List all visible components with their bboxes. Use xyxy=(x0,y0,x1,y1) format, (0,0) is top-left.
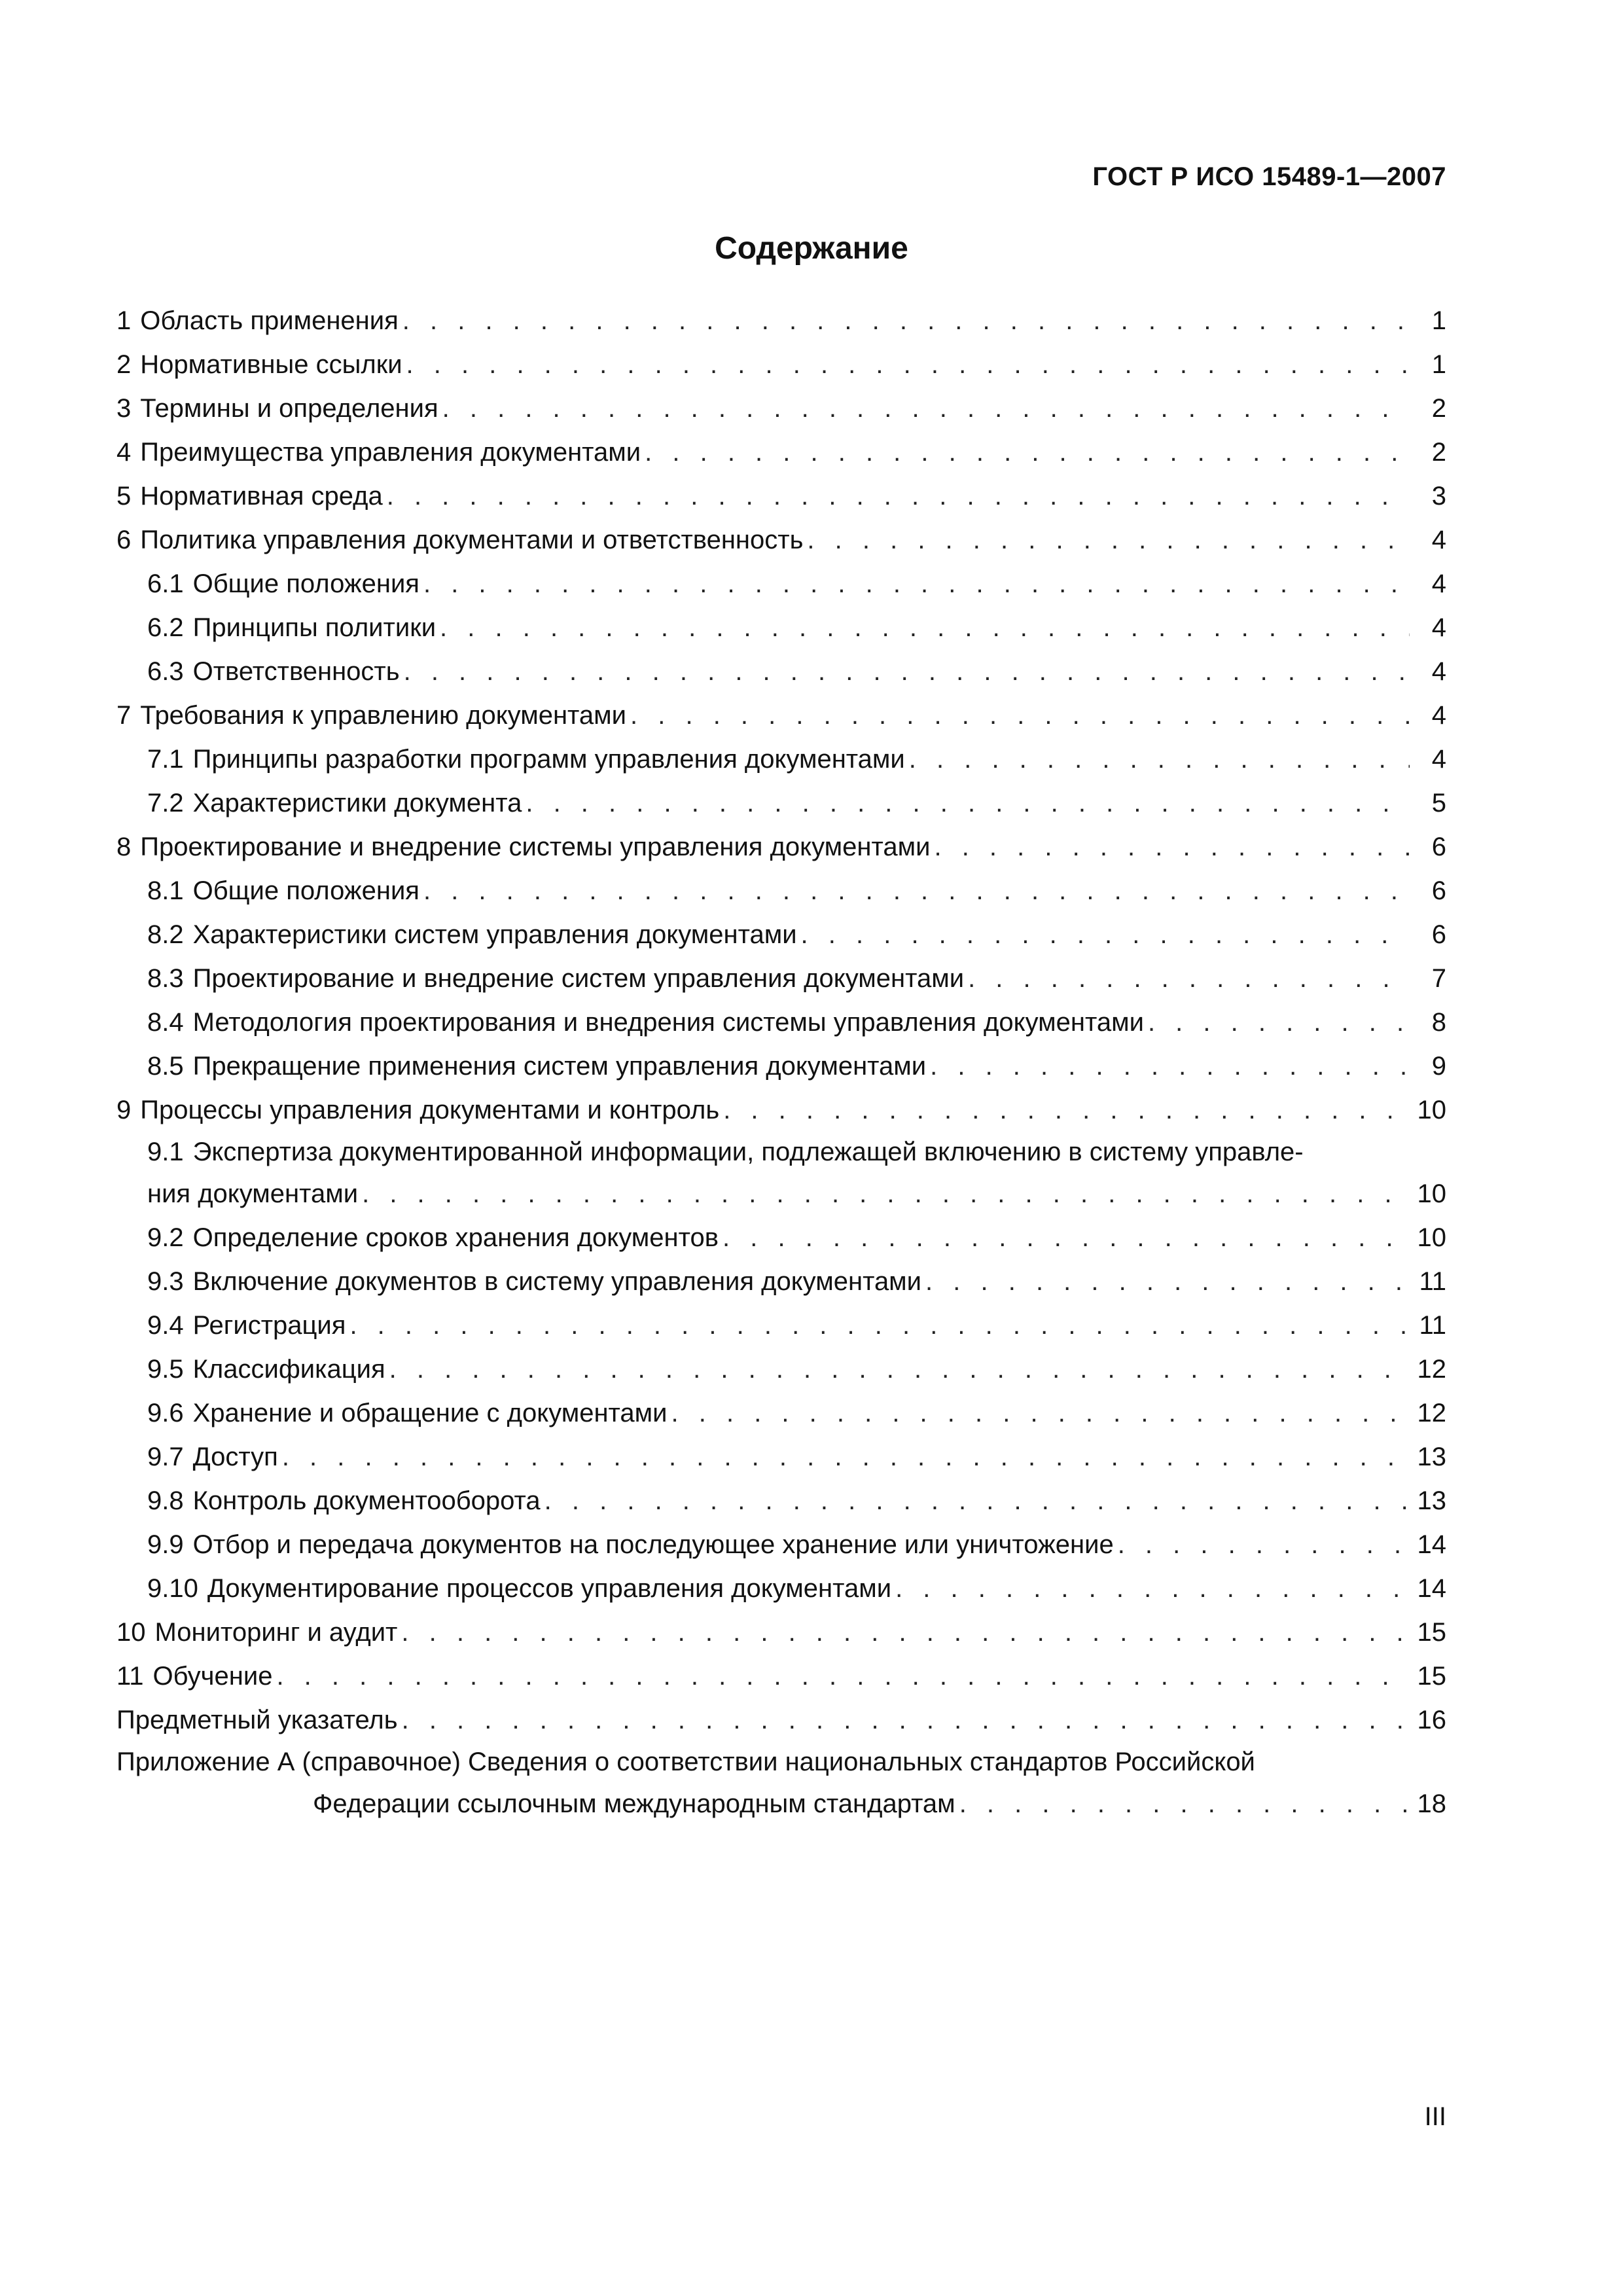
toc-entry-label: Проектирование и внедрение систем управления документами xyxy=(192,964,965,993)
toc-entry-label: Общие положения xyxy=(192,876,419,905)
toc-entry-number: 8.2 xyxy=(147,920,184,949)
toc-entry-page: 10 xyxy=(1417,1096,1446,1124)
toc-entry-page: 9 xyxy=(1431,1052,1446,1081)
toc-leader-dots xyxy=(801,913,1410,957)
toc-entry[interactable] xyxy=(116,431,1446,475)
toc-subentry[interactable] xyxy=(116,606,1446,650)
toc-entry[interactable] xyxy=(116,475,1446,518)
toc-entry-number: 9.5 xyxy=(147,1355,184,1384)
toc-entry-number: 6 xyxy=(116,526,132,554)
toc-subentry[interactable] xyxy=(116,1216,1446,1260)
toc-entry-label: Классификация xyxy=(192,1355,385,1384)
toc-entry-number: 5 xyxy=(116,482,132,511)
toc-leader-dots xyxy=(349,1304,1410,1348)
toc-entry-page: 12 xyxy=(1417,1399,1446,1427)
toc-entry-label: Процессы управления документами и контроль xyxy=(140,1096,720,1124)
toc-entry-page: 13 xyxy=(1417,1443,1446,1471)
toc-leader-dots xyxy=(807,518,1410,562)
toc-entry-page: 18 xyxy=(1417,1789,1446,1818)
toc-subentry[interactable] xyxy=(116,1132,1446,1172)
toc-entry-label: Термины и определения xyxy=(140,394,438,423)
toc-entry-number: 8.1 xyxy=(147,876,184,905)
toc-entry-label: Экспертиза документированной информации, подлежащей включению в систему управле- xyxy=(192,1138,1304,1166)
toc-entry-label: Обучение xyxy=(152,1662,273,1691)
toc-subentry[interactable] xyxy=(116,738,1446,781)
toc-entry-label: Приложение А (справочное) Сведения о соответствии национальных стандартов Российской xyxy=(116,1748,1255,1776)
toc-entry-label: Требования к управлению документами xyxy=(140,701,627,730)
toc-entry-label: Документирование процессов управления документами xyxy=(207,1574,892,1603)
toc-entry-number: 6.2 xyxy=(147,613,184,642)
toc-entry-page: 2 xyxy=(1431,394,1446,423)
toc-leader-dots xyxy=(925,1260,1410,1304)
toc-subentry[interactable] xyxy=(116,913,1446,957)
toc-entry-page: 4 xyxy=(1431,526,1446,554)
toc-entry-number: 7 xyxy=(116,701,132,730)
toc-entry-page: 1 xyxy=(1431,306,1446,335)
toc-entry-number: 2 xyxy=(116,350,132,379)
toc-entry-label: Определение сроков хранения документов xyxy=(192,1223,719,1252)
toc-entry-number: 4 xyxy=(116,438,132,467)
toc-leader-dots xyxy=(402,1698,1410,1742)
toc-leader-dots xyxy=(645,431,1410,475)
toc-entry-page: 10 xyxy=(1417,1179,1446,1208)
toc-entry-page: 4 xyxy=(1431,613,1446,642)
document-standard-header: ГОСТ Р ИСО 15489-1—2007 xyxy=(1092,162,1446,191)
toc-entry-number: 10 xyxy=(116,1618,146,1647)
toc-leader-dots xyxy=(544,1479,1410,1523)
toc-entry-page: 13 xyxy=(1417,1486,1446,1515)
toc-entry-page: 3 xyxy=(1431,482,1446,511)
toc-entry-number: 9.4 xyxy=(147,1311,184,1340)
toc-leader-dots xyxy=(442,387,1410,431)
toc-entry-label: Хранение и обращение с документами xyxy=(192,1399,668,1427)
toc-entry-label: Общие положения xyxy=(192,569,419,598)
toc-entry-page: 16 xyxy=(1417,1706,1446,1734)
toc-subentry[interactable] xyxy=(116,1045,1446,1088)
toc-leader-dots xyxy=(401,1611,1410,1655)
toc-entry-page: 12 xyxy=(1417,1355,1446,1384)
toc-leader-dots xyxy=(387,475,1410,518)
toc-entry-number: 7.1 xyxy=(147,745,184,774)
toc-leader-dots xyxy=(423,562,1410,606)
page-title: Содержание xyxy=(715,231,908,266)
toc-entry-page: 10 xyxy=(1417,1223,1446,1252)
toc-subentry[interactable] xyxy=(116,1304,1446,1348)
toc-entry-label: Методология проектирования и внедрения системы управления документами xyxy=(192,1008,1144,1037)
toc-entry-page: 2 xyxy=(1431,438,1446,467)
toc-entry-page: 4 xyxy=(1431,657,1446,686)
toc-leader-dots xyxy=(404,650,1410,694)
toc-leader-dots xyxy=(895,1567,1410,1611)
toc-entry-number: 9.1 xyxy=(147,1138,184,1166)
toc-entry[interactable] xyxy=(116,518,1446,562)
toc-leader-dots xyxy=(362,1172,1410,1216)
toc-entry-page: 15 xyxy=(1417,1662,1446,1691)
toc-entry-page: 11 xyxy=(1419,1311,1446,1340)
toc-subentry[interactable] xyxy=(116,1391,1446,1435)
toc-subentry[interactable] xyxy=(116,1001,1446,1045)
toc-entry-label: Область применения xyxy=(140,306,399,335)
toc-entry-label-continuation: ния документами xyxy=(147,1179,359,1208)
toc-entry-number: 11 xyxy=(116,1662,144,1691)
toc-entry-label: Характеристики документа xyxy=(192,789,522,817)
toc-entry-number: 9.6 xyxy=(147,1399,184,1427)
toc-entry-label-continuation: Федерации ссылочным международным стандартам xyxy=(313,1789,955,1818)
toc-entry-number: 9.3 xyxy=(147,1267,184,1296)
toc-leader-dots xyxy=(959,1782,1410,1826)
toc-entry-index[interactable] xyxy=(116,1698,1446,1742)
toc-entry-number: 1 xyxy=(116,306,132,335)
toc-entry-number: 8.3 xyxy=(147,964,184,993)
toc-entry-page: 6 xyxy=(1431,876,1446,905)
toc-entry-label: Принципы разработки программ управления документами xyxy=(192,745,905,774)
toc-leader-dots xyxy=(526,781,1410,825)
toc-leader-dots xyxy=(1118,1523,1410,1567)
toc-entry-number: 3 xyxy=(116,394,132,423)
toc-entry-label: Отбор и передача документов на последующее хранение или уничтожение xyxy=(192,1530,1114,1559)
toc-entry-page: 14 xyxy=(1417,1530,1446,1559)
toc-subentry[interactable] xyxy=(116,781,1446,825)
toc-entry-appendix-continuation[interactable] xyxy=(116,1782,1446,1826)
toc-entry-number: 9 xyxy=(116,1096,132,1124)
toc-leader-dots xyxy=(930,1045,1410,1088)
toc-leader-dots xyxy=(968,957,1410,1001)
toc-entry-appendix[interactable] xyxy=(116,1742,1446,1782)
toc-subentry[interactable] xyxy=(116,1260,1446,1304)
toc-entry-label: Нормативная среда xyxy=(140,482,383,511)
toc-entry-label: Доступ xyxy=(192,1443,278,1471)
toc-subentry[interactable] xyxy=(116,650,1446,694)
toc-entry-number: 8.4 xyxy=(147,1008,184,1037)
toc-entry-label: Контроль документооборота xyxy=(192,1486,541,1515)
toc-entry-number: 6.3 xyxy=(147,657,184,686)
toc-entry-page: 14 xyxy=(1417,1574,1446,1603)
toc-subentry[interactable] xyxy=(116,957,1446,1001)
toc-entry-label: Преимущества управления документами xyxy=(140,438,641,467)
toc-entry-page: 5 xyxy=(1431,789,1446,817)
toc-leader-dots xyxy=(934,825,1410,869)
toc-entry-page: 11 xyxy=(1419,1267,1446,1296)
toc-entry[interactable] xyxy=(116,1088,1446,1132)
toc-leader-dots xyxy=(406,343,1410,387)
toc-entry-label: Прекращение применения систем управления документами xyxy=(192,1052,927,1081)
toc-entry[interactable] xyxy=(116,1611,1446,1655)
toc-entry-number: 9.2 xyxy=(147,1223,184,1252)
toc-entry-number: 8.5 xyxy=(147,1052,184,1081)
toc-leader-dots xyxy=(630,694,1410,738)
toc-entry[interactable] xyxy=(116,343,1446,387)
table-of-contents xyxy=(116,299,1446,1826)
toc-entry-label: Характеристики систем управления документами xyxy=(192,920,797,949)
toc-entry-number: 9.9 xyxy=(147,1530,184,1559)
toc-entry-label: Нормативные ссылки xyxy=(140,350,402,379)
toc-leader-dots xyxy=(402,299,1410,343)
toc-entry-label: Предметный указатель xyxy=(116,1706,398,1734)
toc-leader-dots xyxy=(282,1435,1410,1479)
toc-entry-page: 4 xyxy=(1431,701,1446,730)
toc-entry-number: 6.1 xyxy=(147,569,184,598)
toc-entry-number: 9.10 xyxy=(147,1574,198,1603)
toc-leader-dots xyxy=(723,1088,1410,1132)
toc-entry-page: 1 xyxy=(1431,350,1446,379)
toc-leader-dots xyxy=(909,738,1410,781)
toc-entry[interactable] xyxy=(116,299,1446,343)
toc-subentry[interactable] xyxy=(116,562,1446,606)
toc-entry-label: Политика управления документами и ответственность xyxy=(140,526,804,554)
toc-entry-page: 7 xyxy=(1431,964,1446,993)
toc-subentry[interactable] xyxy=(116,1523,1446,1567)
toc-subentry[interactable] xyxy=(116,1479,1446,1523)
toc-subentry-continuation[interactable] xyxy=(116,1172,1446,1216)
toc-subentry[interactable] xyxy=(116,1435,1446,1479)
toc-entry-label: Ответственность xyxy=(192,657,400,686)
toc-leader-dots xyxy=(671,1391,1410,1435)
toc-entry-page: 8 xyxy=(1431,1008,1446,1037)
toc-entry[interactable] xyxy=(116,387,1446,431)
toc-entry-label: Принципы политики xyxy=(192,613,437,642)
toc-entry-page: 4 xyxy=(1431,569,1446,598)
toc-subentry[interactable] xyxy=(116,869,1446,913)
page-number: III xyxy=(1424,2102,1446,2131)
toc-subentry[interactable] xyxy=(116,1567,1446,1611)
toc-subentry[interactable] xyxy=(116,1348,1446,1391)
toc-leader-dots xyxy=(389,1348,1410,1391)
toc-leader-dots xyxy=(440,606,1410,650)
toc-entry[interactable] xyxy=(116,825,1446,869)
toc-entry-page: 6 xyxy=(1431,920,1446,949)
toc-entry-number: 9.8 xyxy=(147,1486,184,1515)
toc-entry-label: Включение документов в систему управления документами xyxy=(192,1267,922,1296)
toc-entry[interactable] xyxy=(116,1655,1446,1698)
toc-entry-page: 4 xyxy=(1431,745,1446,774)
toc-entry-label: Регистрация xyxy=(192,1311,346,1340)
toc-leader-dots xyxy=(722,1216,1410,1260)
toc-entry-number: 9.7 xyxy=(147,1443,184,1471)
toc-leader-dots xyxy=(423,869,1410,913)
toc-leader-dots xyxy=(276,1655,1410,1698)
toc-entry-label: Мониторинг и аудит xyxy=(154,1618,398,1647)
toc-entry-number: 8 xyxy=(116,833,132,861)
toc-entry-page: 15 xyxy=(1417,1618,1446,1647)
toc-entry-label: Проектирование и внедрение системы управления документами xyxy=(140,833,931,861)
toc-entry-page: 6 xyxy=(1431,833,1446,861)
toc-entry[interactable] xyxy=(116,694,1446,738)
toc-entry-number: 7.2 xyxy=(147,789,184,817)
toc-leader-dots xyxy=(1148,1001,1410,1045)
